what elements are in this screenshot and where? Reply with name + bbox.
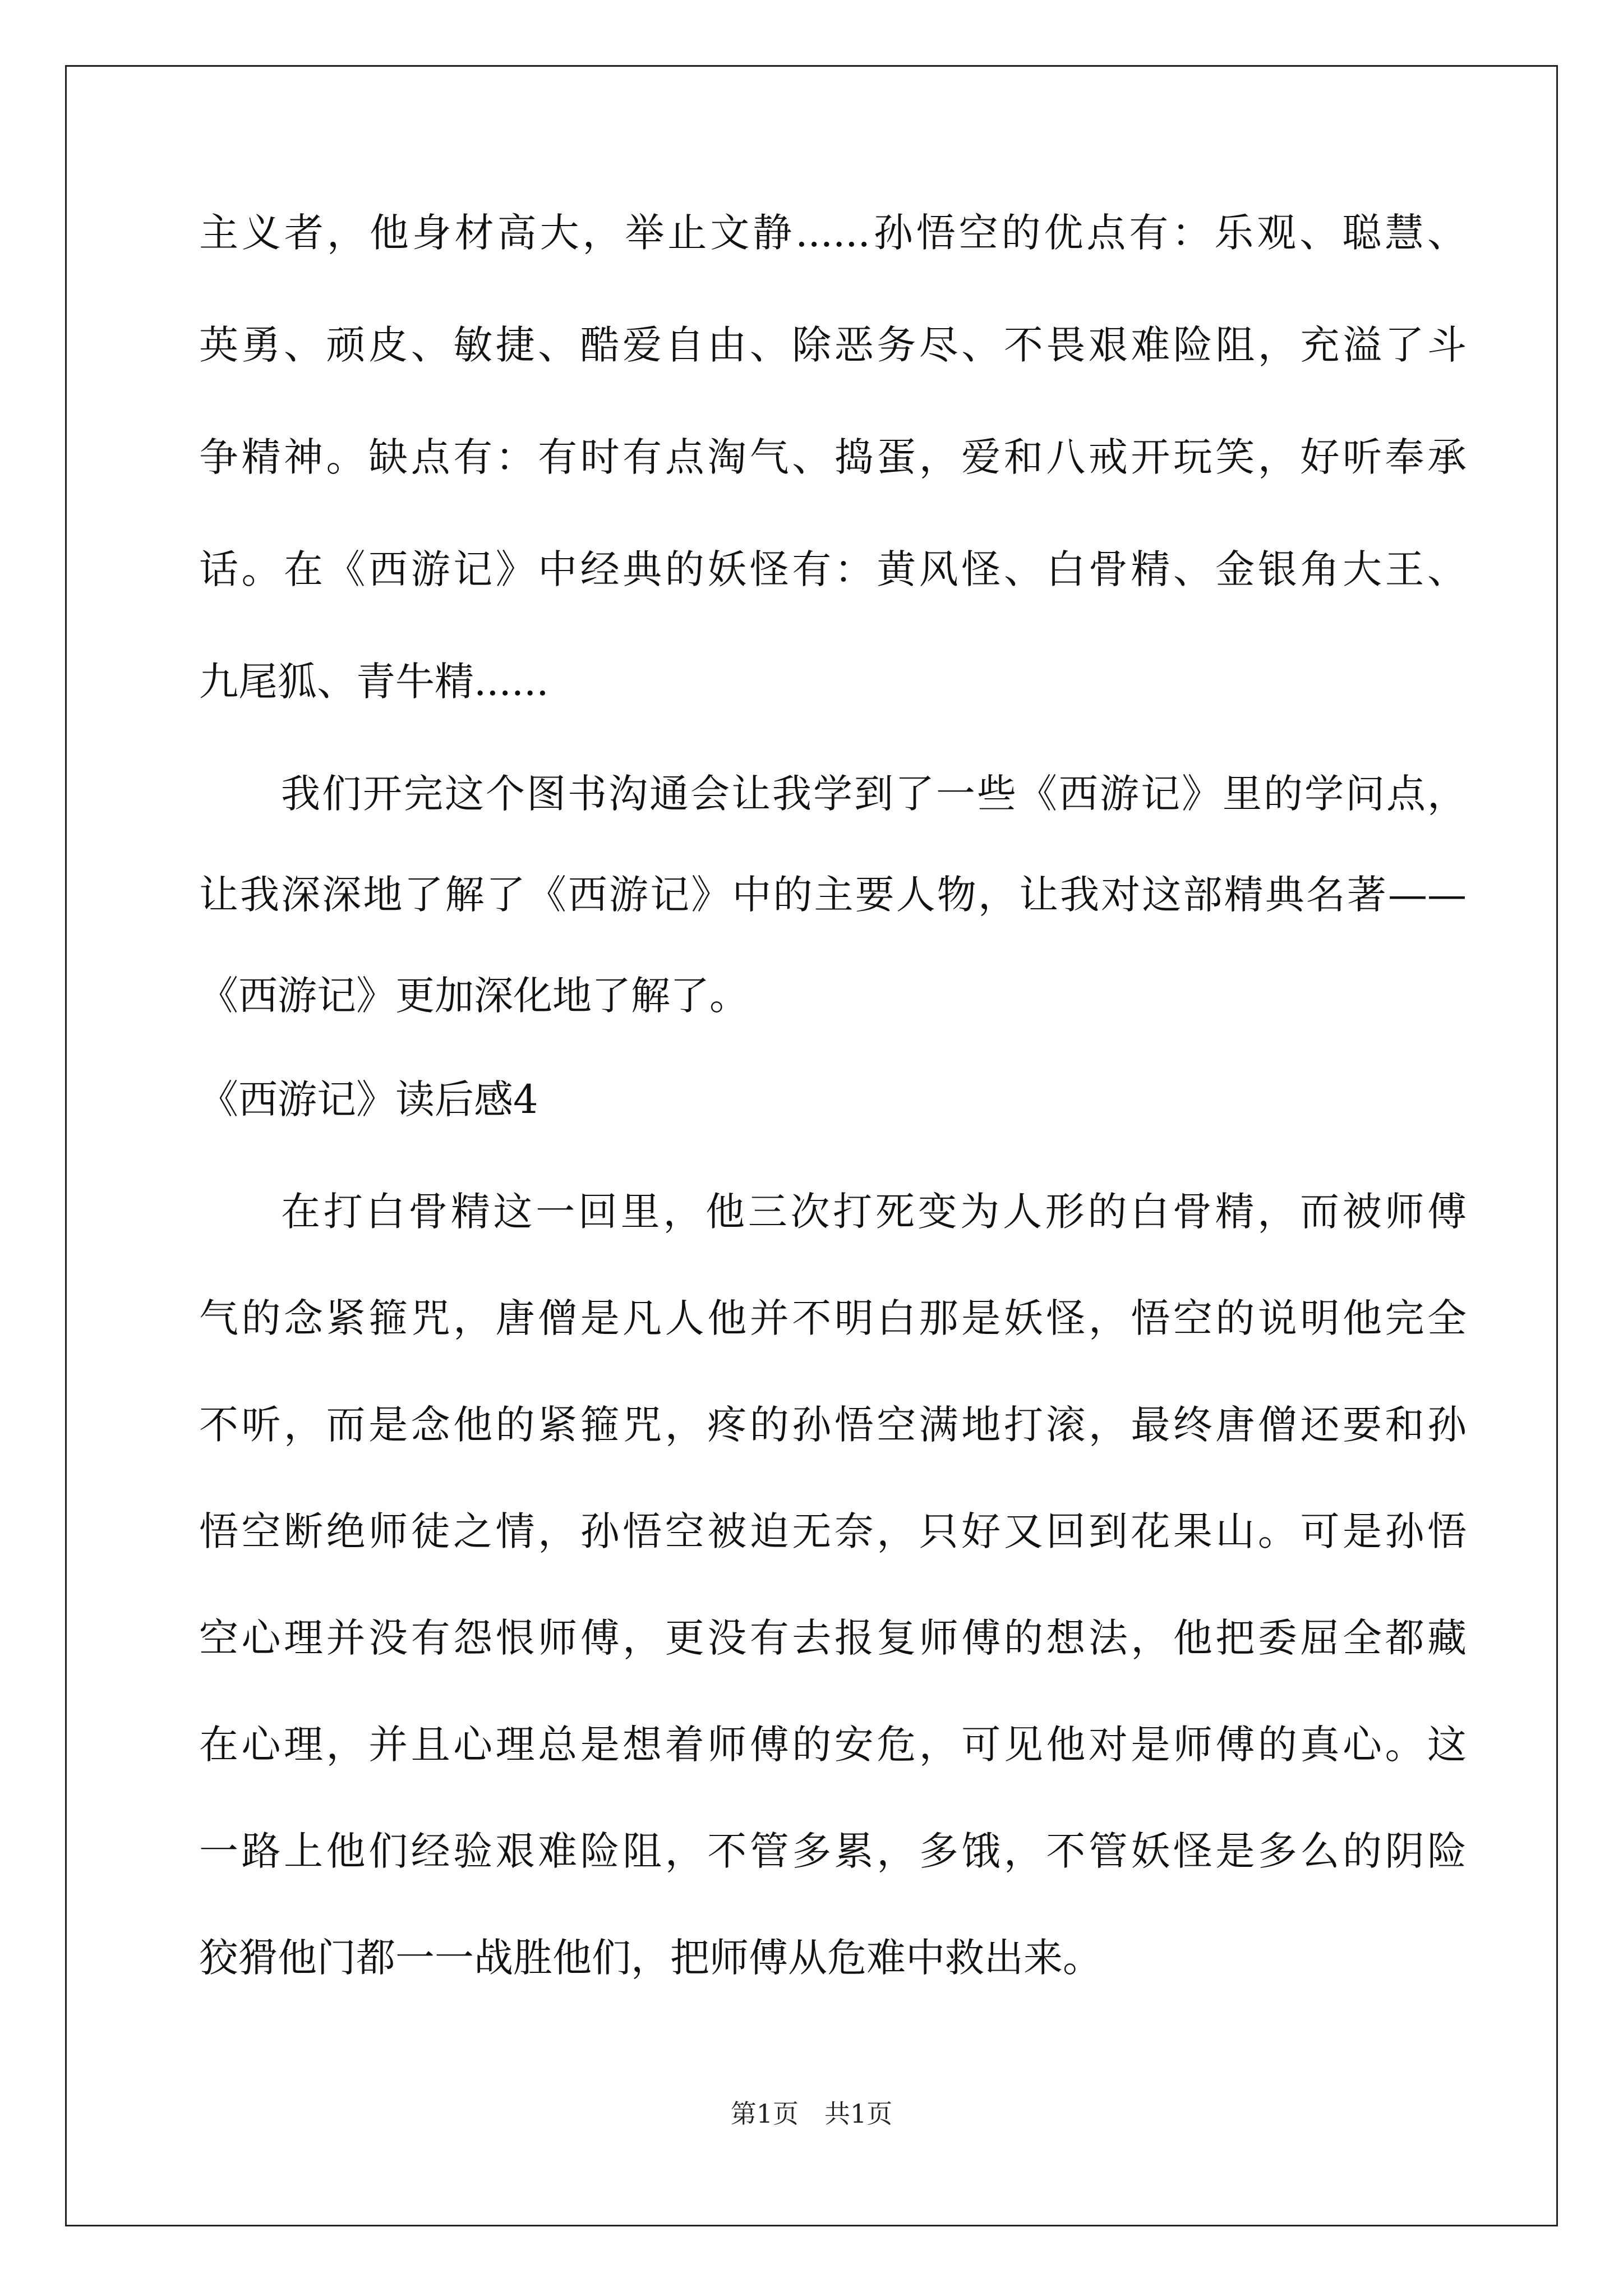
paragraph-line: 英勇、顽皮、敏捷、酷爱自由、除恶务尽、不畏艰难险阻，充溢了斗 bbox=[199, 322, 1467, 368]
paragraph-line: 九尾狐、青牛精...... bbox=[199, 659, 549, 705]
paragraph-line: 在心理，并且心理总是想着师傅的安危，可见他对是师傅的真心。这 bbox=[199, 1722, 1467, 1768]
paragraph-line: 在打白骨精这一回里，他三次打死变为人形的白骨精，而被师傅 bbox=[281, 1189, 1467, 1235]
page-footer: 第1页 共1页 bbox=[730, 2099, 893, 2129]
paragraph-line: 一路上他们经验艰难险阻，不管多累，多饿，不管妖怪是多么的阴险 bbox=[199, 1828, 1467, 1874]
paragraph-line: 主义者，他身材高大，举止文静......孙悟空的优点有：乐观、聪慧、 bbox=[199, 210, 1467, 256]
paragraph-line: 争精神。缺点有：有时有点淘气、捣蛋，爱和八戒开玩笑，好听奉承 bbox=[199, 434, 1467, 480]
paragraph-line: 话。在《西游记》中经典的妖怪有：黄风怪、白骨精、金银角大王、 bbox=[199, 546, 1467, 592]
paragraph-line: 我们开完这个图书沟通会让我学到了一些《西游记》里的学问点， bbox=[281, 771, 1467, 817]
paragraph-line: 狡猾他门都一一战胜他们，把师傅从危难中救出来。 bbox=[199, 1935, 1102, 1981]
paragraph-line: 《西游记》更加深化地了解了。 bbox=[199, 973, 749, 1019]
paragraph-line: 不听，而是念他的紧箍咒，疼的孙悟空满地打滚，最终唐僧还要和孙 bbox=[199, 1402, 1467, 1448]
page-border bbox=[65, 65, 1558, 2226]
paragraph-line: 气的念紧箍咒，唐僧是凡人他并不明白那是妖怪，悟空的说明他完全 bbox=[199, 1295, 1467, 1341]
paragraph-line: 让我深深地了解了《西游记》中的主要人物，让我对这部精典名著—— bbox=[199, 872, 1467, 918]
section-title: 《西游记》读后感4 bbox=[199, 1076, 538, 1122]
paragraph-line: 空心理并没有怨恨师傅，更没有去报复师傅的想法，他把委屈全都藏 bbox=[199, 1615, 1467, 1661]
paragraph-line: 悟空断绝师徒之情，孙悟空被迫无奈，只好又回到花果山。可是孙悟 bbox=[199, 1508, 1467, 1554]
